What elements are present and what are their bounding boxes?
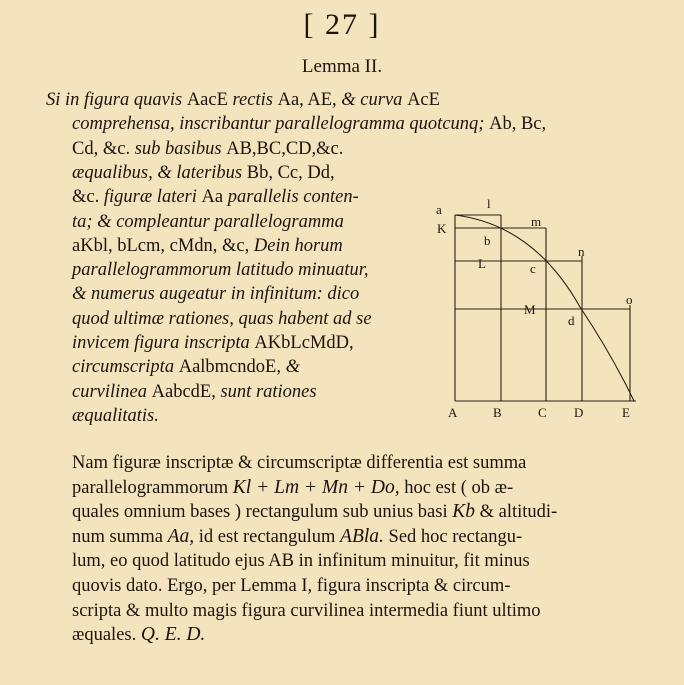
proof-line	[72, 500, 557, 524]
text-segment: &	[285, 357, 300, 378]
statement-line	[72, 356, 300, 378]
text-segment: circumscripta	[72, 357, 179, 378]
text-segment: aKbl, bLcm, cMdn, &c,	[72, 235, 254, 256]
text-segment: scripta & multo magis figura curvilinea intermedia fiunt ultimo	[72, 600, 541, 621]
label-b: b	[484, 233, 491, 248]
text-segment: AcE	[407, 90, 440, 110]
label-m: m	[531, 214, 542, 229]
text-segment: AB,BC,CD,&c.	[226, 138, 344, 159]
text-segment: & altitudi-	[474, 502, 558, 523]
text-segment: Cd, &c.	[72, 138, 135, 159]
text-segment: quales omnium bases ) rectangulum sub unius basi	[72, 502, 453, 523]
text-segment: Aa, AE,	[277, 90, 342, 110]
text-segment: curvilinea	[72, 381, 152, 402]
text-segment: & numerus augeatur in infinitum: dico	[72, 284, 360, 305]
statement-line	[72, 405, 159, 427]
text-segment: figuræ lateri	[103, 187, 202, 208]
label-C: C	[538, 405, 547, 420]
text-segment: num summa	[72, 526, 168, 547]
curve-AcE	[455, 215, 634, 401]
statement-line	[72, 138, 343, 160]
text-segment: AalbmcndoE,	[178, 357, 286, 378]
text-segment: AacE	[186, 90, 233, 110]
statement-line	[72, 259, 369, 281]
lemma-title: Lemma II.	[301, 56, 383, 77]
text-segment: id est rectangulum	[194, 526, 341, 547]
text-segment: ABla.	[340, 525, 384, 547]
label-n: n	[578, 244, 585, 259]
proof-line	[72, 549, 530, 573]
label-a: a	[436, 202, 442, 217]
page-number: [ 27 ]	[303, 8, 381, 41]
text-segment: ta; & compleantur parallelogramma	[72, 211, 344, 232]
text-segment: æqualitatis.	[72, 405, 159, 426]
text-segment: comprehensa, inscribantur parallelogramma quotcunq;	[72, 114, 490, 135]
label-E: E	[622, 405, 630, 420]
text-segment: quod ultimæ rationes, quas habent ad se	[72, 308, 372, 329]
label-K: K	[437, 221, 447, 236]
text-segment: rectis	[232, 90, 278, 110]
text-segment: sunt rationes	[220, 381, 317, 402]
statement-line	[72, 186, 359, 208]
text-segment: Dein horum	[253, 235, 343, 256]
text-segment: hoc est ( ob æ-	[399, 477, 514, 498]
label-A: A	[448, 405, 458, 420]
proof-line	[72, 451, 526, 475]
text-segment: Bb, Cc, Dd,	[246, 162, 335, 183]
proof-line	[72, 476, 513, 500]
text-segment: parallelogrammorum latitudo minuatur,	[72, 260, 369, 281]
label-L: L	[478, 256, 486, 271]
text-segment: sub basibus	[134, 138, 227, 159]
text-segment: Nam figuræ inscriptæ & circumscriptæ differentia est summa	[72, 453, 527, 473]
text-segment: Q. E. D.	[140, 624, 206, 646]
label-c: c	[530, 261, 536, 276]
text-segment: & curva	[341, 90, 408, 110]
label-o: o	[626, 292, 633, 307]
label-B: B	[493, 405, 502, 420]
text-segment: invicem figura inscripta	[72, 333, 255, 353]
statement-line	[72, 381, 317, 403]
text-segment: quovis dato. Ergo, per Lemma I, figura inscripta & circum-	[72, 576, 511, 596]
geometric-figure	[434, 195, 644, 425]
text-segment: lum, eo quod latitudo ejus AB in infinitum minuitur, fit minus	[72, 551, 530, 572]
text-segment: æqualibus, & lateribus	[72, 162, 247, 183]
text-segment: AabcdE,	[151, 381, 221, 402]
statement-line	[72, 162, 335, 184]
text-segment: Ab, Bc,	[489, 114, 547, 135]
proof-line	[72, 525, 522, 549]
text-segment: &c.	[72, 187, 104, 208]
text-segment: Kb	[452, 501, 475, 523]
statement-line	[72, 308, 372, 330]
text-segment: æquales.	[72, 625, 141, 646]
proof-line	[72, 623, 205, 647]
label-d: d	[568, 313, 575, 328]
text-segment: Kl + Lm + Mn + Do,	[232, 476, 400, 498]
statement-line	[72, 211, 344, 233]
label-l: l	[487, 196, 491, 211]
statement-line	[72, 235, 343, 257]
statement-line	[72, 283, 359, 305]
statement-line	[72, 332, 354, 354]
proof-line	[72, 599, 541, 623]
text-segment: Aa	[201, 187, 228, 208]
text-segment: Aa,	[167, 525, 195, 547]
proof-line	[72, 574, 510, 598]
statement-line	[72, 113, 546, 135]
text-segment: Si in figura quavis	[46, 90, 187, 110]
text-segment: AKbLcMdD,	[254, 333, 354, 353]
text-segment: Sed hoc rectangu-	[383, 526, 523, 547]
statement-line	[46, 89, 440, 111]
label-D: D	[574, 405, 584, 420]
text-segment: parallelogrammorum	[72, 477, 233, 498]
label-M: M	[524, 302, 536, 317]
text-segment: parallelis conten-	[227, 187, 359, 208]
